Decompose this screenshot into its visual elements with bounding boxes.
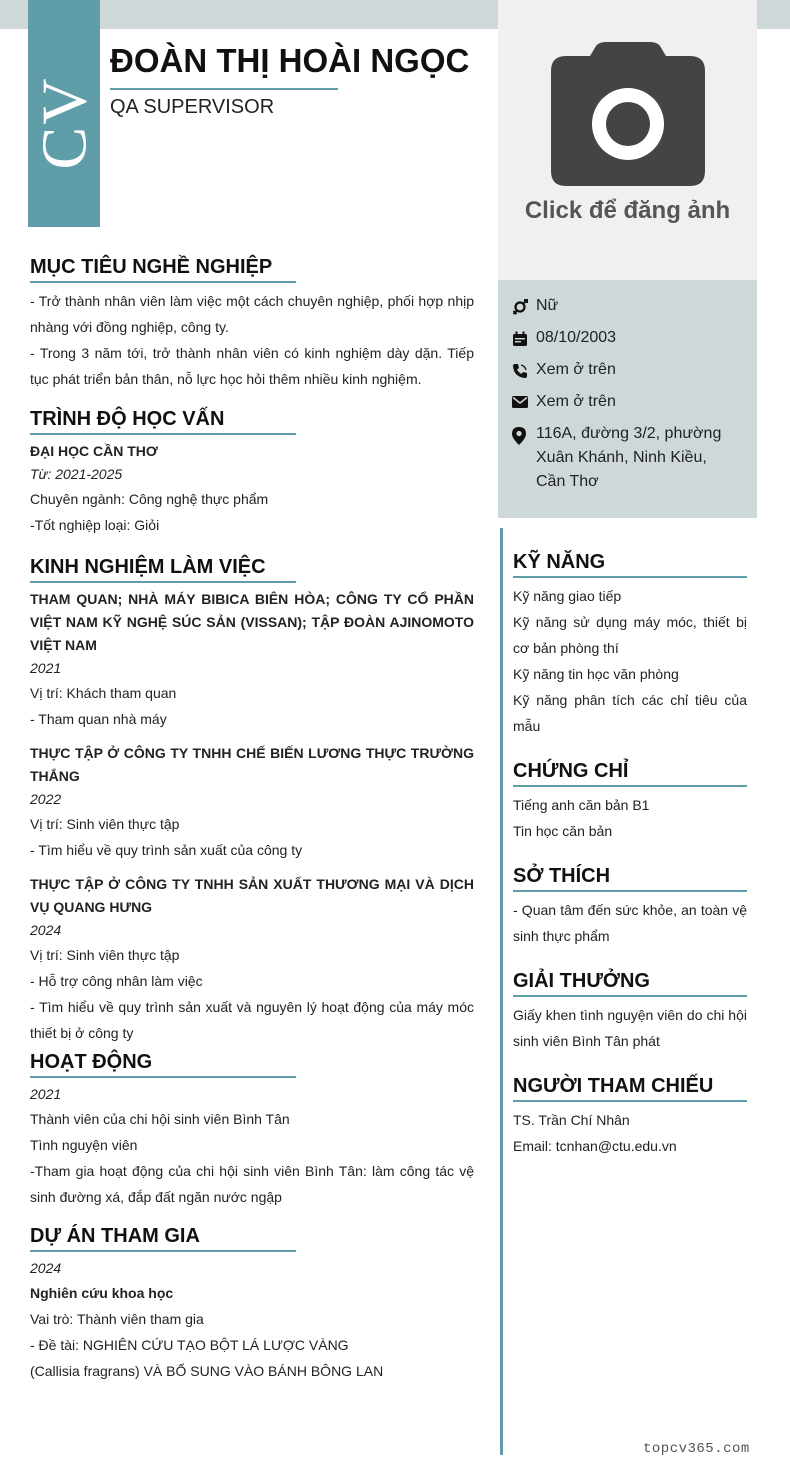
hobbies-section [513,863,747,949]
job-title: QA SUPERVISOR [110,96,275,118]
education-major: Chuyên ngành: Công nghệ thực phẩm [30,491,269,507]
photo-upload[interactable] [498,0,757,280]
phone-icon [512,358,536,379]
experience-org: THỰC TẬP Ở CÔNG TY TNHH SẢN XUẤT THƯƠNG MẠI VÀ DỊCH VỤ QUANG HƯNG [30,876,474,915]
experience-line: Vị trí: Sinh viên thực tập [30,816,180,832]
camera-icon [550,40,706,186]
skill-item: Kỹ năng phân tích các chỉ tiêu của mẫu [513,692,747,734]
contact-birthday [512,326,736,350]
projects-year: 2024 [30,1260,62,1276]
candidate-name: ĐOÀN THỊ HOÀI NGỌC [110,42,470,79]
experience-org: THAM QUAN; NHÀ MÁY BIBICA BIÊN HÒA; CÔNG TY CỔ PHẦN VIỆT NAM KỸ NGHỆ SÚC SẢN (VISSAN); TẬP ĐOÀN AJINOMOTO VIỆT NAM [30,591,474,653]
education-rule [30,433,296,435]
education-section [30,406,474,538]
photo-upload-label: Click để đăng ảnh [524,197,731,224]
contact-phone [512,358,736,382]
hobbies-title: SỞ THÍCH [513,865,611,887]
certificate-item: Tiếng anh căn bản B1 [513,797,650,813]
experience-org: THỰC TẬP Ở CÔNG TY TNHH CHẾ BIẾN LƯƠNG THỰC TRƯỜNG THẮNG [30,745,474,784]
contact-gender [512,294,736,318]
experience-section [30,554,474,1046]
skill-item: Kỹ năng tin học văn phòng [513,666,679,682]
cv-mark-text: CV [28,76,99,170]
phone-value: Xem ở trên [536,361,616,378]
education-school: ĐẠI HỌC CẦN THƠ [30,443,158,459]
experience-line: - Tìm hiểu về quy trình sản xuất của công ty [30,842,303,858]
certificates-rule [513,785,747,787]
hobbies-rule [513,890,747,892]
references-section [513,1073,747,1159]
award-item: Giấy khen tình nguyện viên do chi hội sinh viên Bình Tân phát [513,1007,747,1049]
name-underline [110,88,338,90]
activities-section [30,1049,474,1210]
projects-name: Nghiên cứu khoa học [30,1285,174,1301]
experience-line: Vị trí: Khách tham quan [30,685,177,701]
reference-item: Email: tcnhan@ctu.edu.vn [513,1138,677,1154]
contact-address [512,422,736,494]
projects-line: Vai trò: Thành viên tham gia [30,1311,204,1327]
cv-mark [30,78,98,168]
activities-year: 2021 [30,1086,62,1102]
references-title: NGƯỜI THAM CHIẾU [513,1075,714,1097]
watermark: topcv365.com [643,1441,750,1457]
education-period: Từ: 2021-2025 [30,466,123,482]
objective-rule [30,281,296,283]
references-rule [513,1100,747,1102]
education-title: TRÌNH ĐỘ HỌC VẤN [30,408,225,430]
experience-line: Vị trí: Sinh viên thực tập [30,947,180,963]
awards-section [513,968,747,1054]
experience-line: - Hỗ trợ công nhân làm việc [30,973,203,989]
certificates-section [513,758,747,844]
calendar-icon [512,326,536,347]
projects-line: (Callisia fragrans) VÀ BỔ SUNG VÀO BÁNH BÔNG LAN [30,1363,384,1379]
objective-line: - Trong 3 năm tới, trở thành nhân viên có kinh nghiệm dày dặn. Tiếp tục phát triển bản thân, nỗ lực học hỏi thêm nhiều kinh nghiệm. [30,345,474,387]
email-value: Xem ở trên [536,393,616,410]
hobby-item: - Quan tâm đến sức khỏe, an toàn vệ sinh thực phẩm [513,902,747,944]
location-icon [512,422,536,445]
experience-year: 2021 [30,660,62,676]
awards-title: GIẢI THƯỞNG [513,970,650,992]
projects-section [30,1223,474,1384]
experience-line: - Tìm hiểu về quy trình sản xuất và nguyên lý hoạt động của máy móc thiết bị ở công ty [30,999,474,1041]
contact-panel [498,280,757,518]
skills-section [513,549,747,739]
projects-line: - Đề tài: NGHIÊN CỨU TẠO BỘT LÁ LƯỢC VÀNG [30,1337,349,1353]
gender-value: Nữ [536,297,559,314]
skills-title: KỸ NĂNG [513,551,606,573]
experience-line: - Tham quan nhà máy [30,711,167,727]
activities-line: Tình nguyện viên [30,1137,138,1153]
activities-title: HOẠT ĐỘNG [30,1051,153,1073]
address-value: 116A, đường 3/2, phường Xuân Khánh, Ninh Kiều, Cần Thơ [536,425,722,490]
skill-item: Kỹ năng giao tiếp [513,588,622,604]
experience-rule [30,581,296,583]
objective-line: - Trở thành nhân viên làm việc một cách chuyên nghiệp, phối hợp nhịp nhàng với đồng nghiệp, công ty. [30,293,474,335]
birthday-value: 08/10/2003 [536,329,617,346]
projects-rule [30,1250,296,1252]
experience-year: 2024 [30,922,62,938]
reference-item: TS. Trần Chí Nhân [513,1112,630,1128]
contact-email [512,390,736,414]
awards-rule [513,995,747,997]
objective-section [30,254,474,392]
experience-title: KINH NGHIỆM LÀM VIỆC [30,556,266,578]
email-icon [512,390,536,409]
activities-line: Thành viên của chi hội sinh viên Bình Tân [30,1111,290,1127]
certificates-title: CHỨNG CHỈ [513,760,629,782]
column-divider [500,528,503,1455]
experience-year: 2022 [30,791,62,807]
skill-item: Kỹ năng sử dụng máy móc, thiết bị cơ bản phòng thí [513,614,747,656]
gender-icon [512,294,536,316]
certificate-item: Tin học căn bản [513,823,613,839]
activities-rule [30,1076,296,1078]
objective-title: MỤC TIÊU NGHỀ NGHIỆP [30,256,273,278]
education-grade: -Tốt nghiệp loại: Giỏi [30,517,160,533]
skills-rule [513,576,747,578]
projects-title: DỰ ÁN THAM GIA [30,1225,200,1247]
activities-line: -Tham gia hoạt động của chi hội sinh viên Bình Tân: làm công tác vệ sinh đường xá, đắp đất ngăn nước ngập [30,1163,474,1205]
